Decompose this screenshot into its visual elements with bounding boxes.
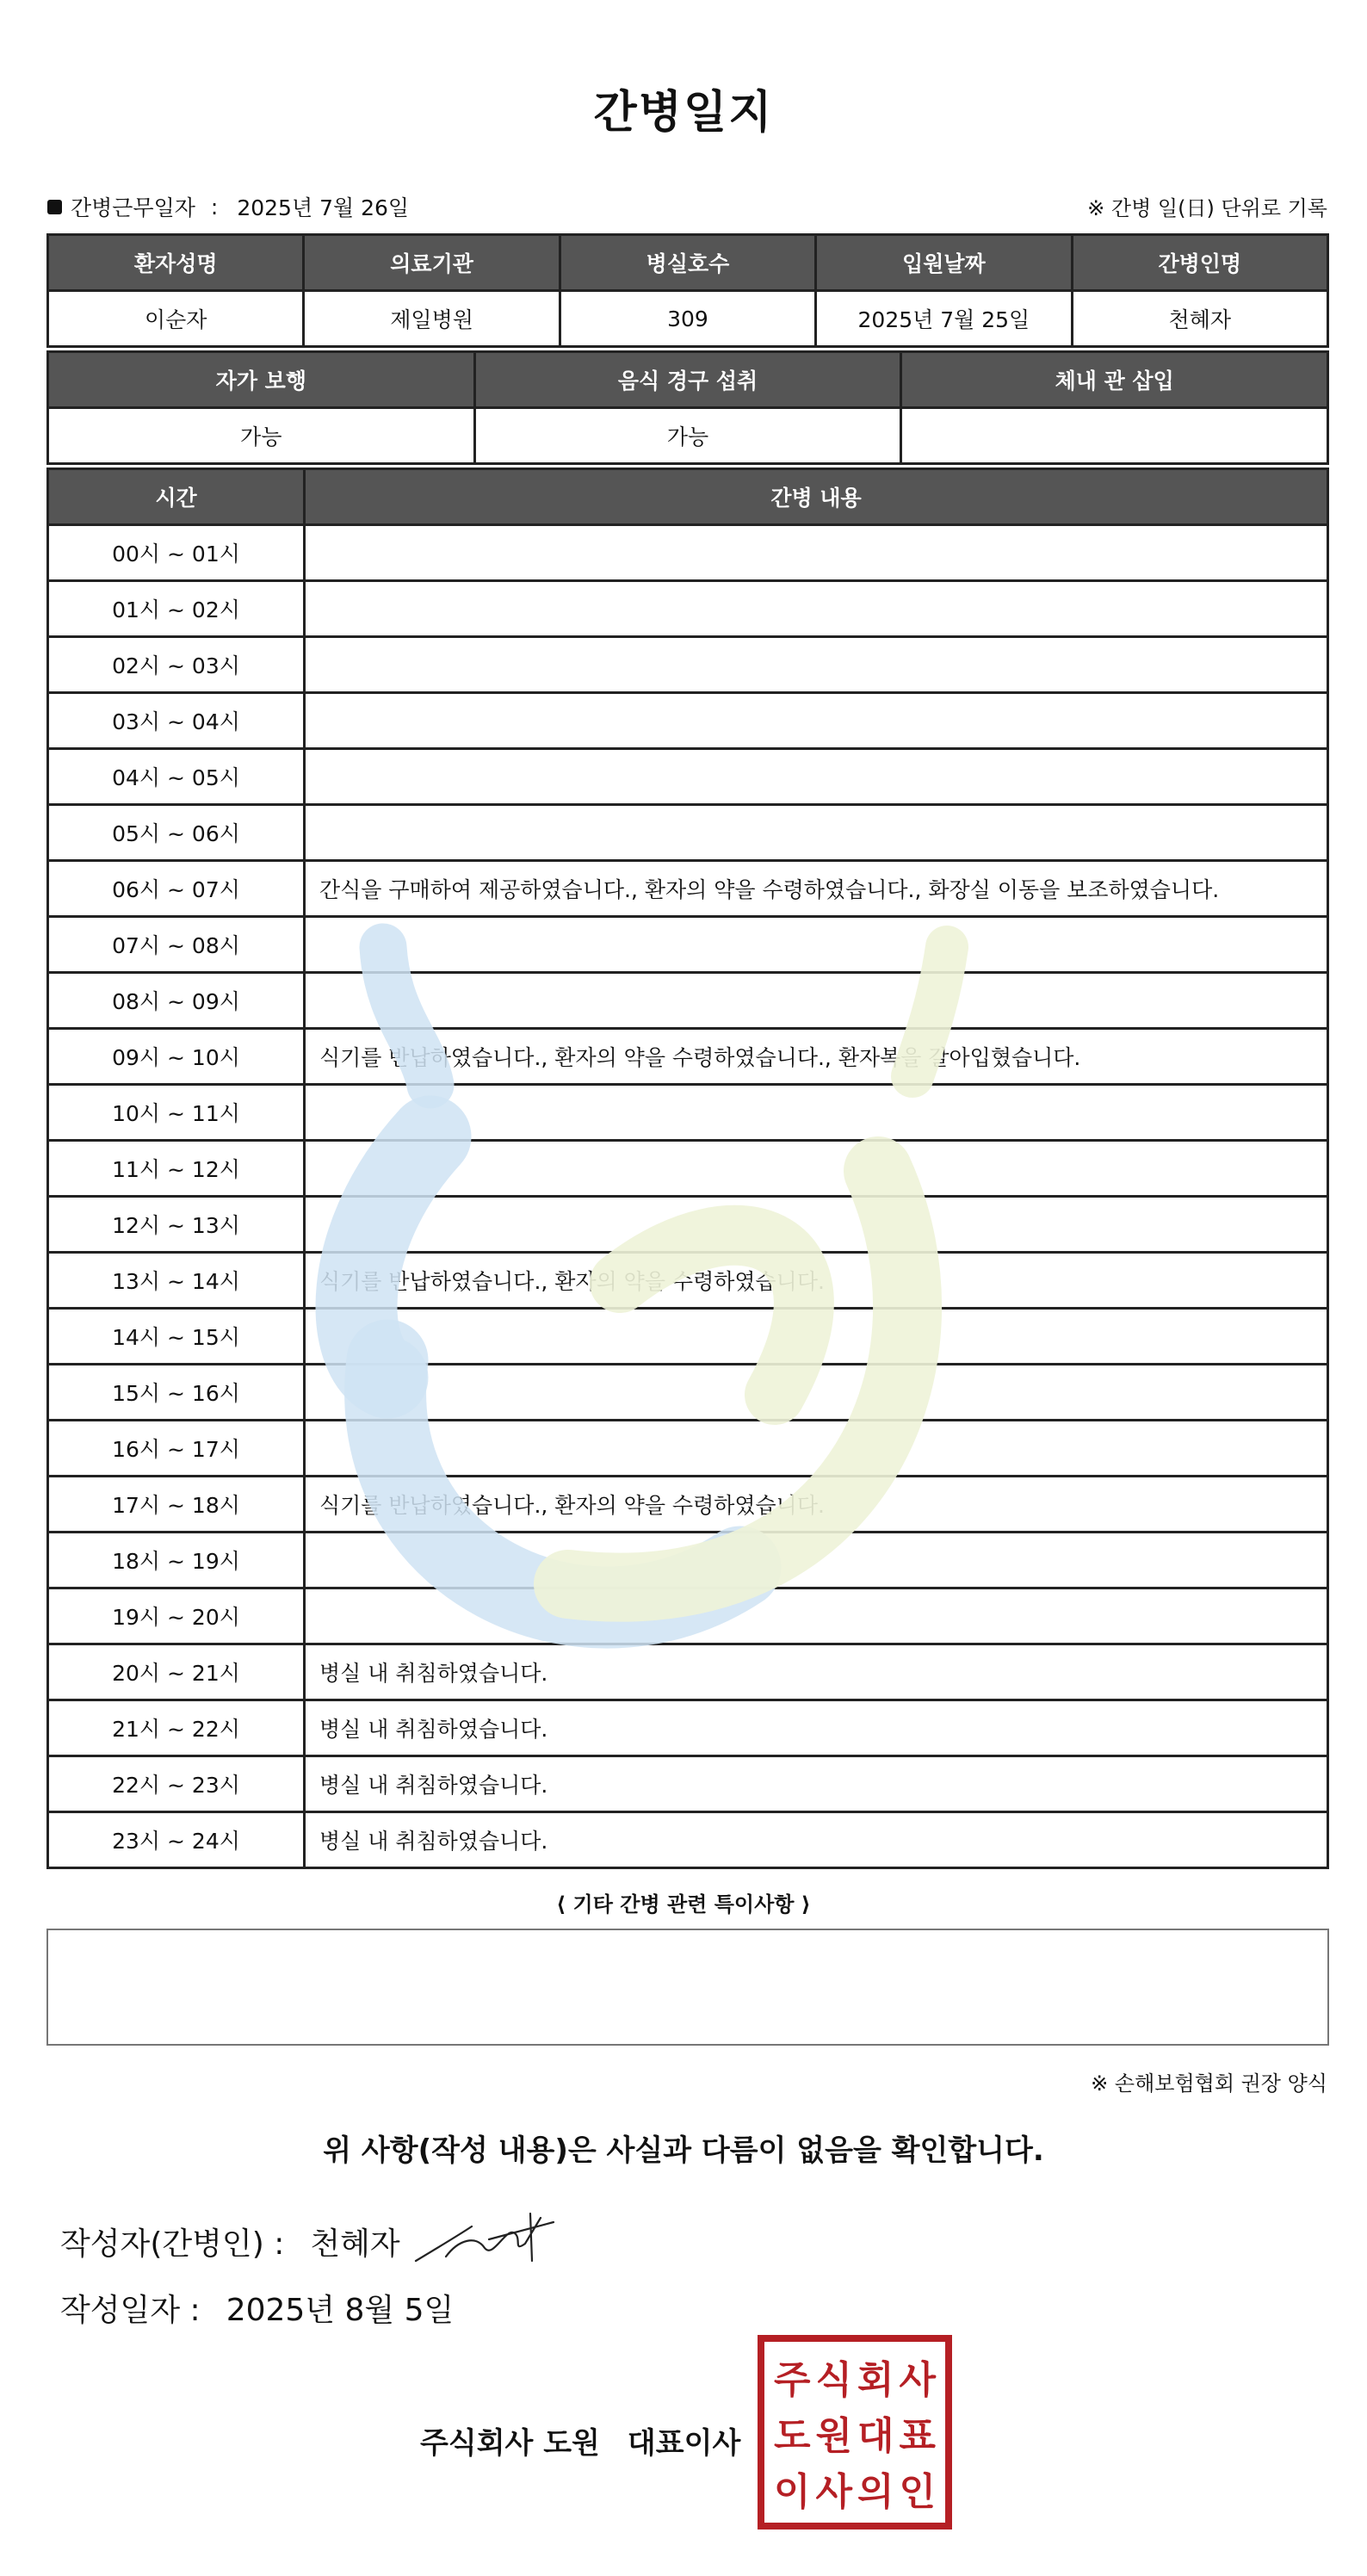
patient-ability-table: [46, 350, 1329, 465]
table-row: [48, 917, 1328, 973]
time-slot: 08시 ~ 09시: [48, 973, 305, 1029]
seal-glyph: 주: [773, 2358, 811, 2403]
seal-glyph: 이: [773, 2469, 811, 2514]
header-patient-name: 환자성명: [48, 235, 304, 291]
company-name: 주식회사 도원: [420, 2426, 600, 2461]
header-time: 시간: [48, 469, 305, 525]
header-care-content: 간병 내용: [305, 469, 1328, 525]
care-content: [305, 637, 1328, 693]
care-content: 병실 내 취침하였습니다.: [305, 1756, 1328, 1812]
time-slot: 04시 ~ 05시: [48, 749, 305, 805]
header-admission-date: 입원날짜: [816, 235, 1072, 291]
table-row: [48, 637, 1328, 693]
work-date: [47, 191, 409, 222]
table-row: [48, 1085, 1328, 1141]
time-slot: 22시 ~ 23시: [48, 1756, 305, 1812]
time-slot: 10시 ~ 11시: [48, 1085, 305, 1141]
care-content: [305, 581, 1328, 637]
time-slot: 15시 ~ 16시: [48, 1365, 305, 1421]
care-content: 식기를 반납하였습니다., 환자의 약을 수령하였습니다., 환자복을 갈아입혔습니다.: [305, 1029, 1328, 1085]
care-content: [305, 1085, 1328, 1141]
seal-glyph: 원: [815, 2413, 852, 2458]
care-content: [305, 917, 1328, 973]
table-row: [48, 693, 1328, 749]
table-row: [48, 973, 1328, 1029]
table-row: [48, 1197, 1328, 1253]
care-content: 식기를 반납하였습니다., 환자의 약을 수령하였습니다.: [305, 1253, 1328, 1309]
written-date-value: 2025년 8월 5일: [226, 2293, 455, 2328]
writer-label: 작성자(간병인) :: [60, 2226, 285, 2262]
time-slot: 02시 ~ 03시: [48, 637, 305, 693]
time-slot: 03시 ~ 04시: [48, 693, 305, 749]
table-row: [48, 805, 1328, 861]
care-content: [305, 1141, 1328, 1197]
room-number: 309: [560, 291, 815, 347]
care-content: [305, 973, 1328, 1029]
seal-glyph: 사: [899, 2358, 936, 2403]
table-row: [48, 1533, 1328, 1588]
signature-image: [411, 2209, 558, 2269]
care-content: 병실 내 취침하였습니다.: [305, 1812, 1328, 1868]
seal-glyph: 표: [899, 2413, 936, 2458]
care-content: [305, 1533, 1328, 1588]
header-caregiver: 간병인명: [1072, 235, 1327, 291]
table-row: [48, 525, 1328, 581]
company-title: 대표이사: [627, 2426, 741, 2461]
table-row: [48, 1756, 1328, 1812]
bullet-square-icon: [47, 200, 62, 214]
time-slot: 19시 ~ 20시: [48, 1588, 305, 1644]
seal-glyph: 의: [857, 2469, 894, 2514]
care-content: 식기를 반납하였습니다., 환자의 약을 수령하였습니다.: [305, 1477, 1328, 1533]
written-date-label: 작성일자 :: [60, 2293, 201, 2328]
self-walking: 가능: [48, 408, 475, 464]
seal-glyph: 대: [857, 2413, 894, 2458]
record-note: ※ 간병 일(日) 단위로 기록: [1087, 196, 1327, 220]
written-date-line: [60, 2286, 454, 2330]
care-content: 병실 내 취침하였습니다.: [305, 1700, 1328, 1756]
hospital: 제일병원: [304, 291, 560, 347]
time-slot: 00시 ~ 01시: [48, 525, 305, 581]
oral-intake: 가능: [474, 408, 901, 464]
seal-glyph: 회: [857, 2358, 894, 2403]
time-slot: 01시 ~ 02시: [48, 581, 305, 637]
work-date-label: 간병근무일자: [71, 195, 195, 220]
special-notes-box: [46, 1929, 1329, 2046]
time-slot: 21시 ~ 22시: [48, 1700, 305, 1756]
header-self-walking: 자가 보행: [48, 352, 475, 408]
seal-glyph: 도: [773, 2413, 811, 2458]
time-slot: 09시 ~ 10시: [48, 1029, 305, 1085]
care-content: 병실 내 취침하였습니다.: [305, 1644, 1328, 1700]
time-slot: 07시 ~ 08시: [48, 917, 305, 973]
work-date-separator: :: [210, 194, 219, 220]
seal-glyph: 인: [899, 2469, 936, 2514]
table-row: [48, 1700, 1328, 1756]
table-row: [48, 1644, 1328, 1700]
care-content: [305, 1197, 1328, 1253]
time-slot: 23시 ~ 24시: [48, 1812, 305, 1868]
special-notes-title: ⟨ 기타 간병 관련 특이사항 ⟩: [556, 1892, 811, 1917]
header-room: 병실호수: [560, 235, 815, 291]
writer-line: [60, 2220, 400, 2263]
care-content: [305, 749, 1328, 805]
time-slot: 18시 ~ 19시: [48, 1533, 305, 1588]
table-row: [48, 1812, 1328, 1868]
table-row: [48, 1477, 1328, 1533]
header-tube-insertion: 체내 관 삽입: [901, 352, 1328, 408]
care-content: [305, 805, 1328, 861]
association-note: ※ 손해보험협회 권장 양식: [1091, 2071, 1327, 2096]
care-content: [305, 525, 1328, 581]
time-slot: 16시 ~ 17시: [48, 1421, 305, 1477]
care-content: [305, 1309, 1328, 1365]
header-hospital: 의료기관: [304, 235, 560, 291]
time-slot: 12시 ~ 13시: [48, 1197, 305, 1253]
seal-glyph: 식: [815, 2358, 852, 2403]
time-slot: 05시 ~ 06시: [48, 805, 305, 861]
time-slot: 06시 ~ 07시: [48, 861, 305, 917]
time-slot: 14시 ~ 15시: [48, 1309, 305, 1365]
company-seal-stamp: [758, 2335, 952, 2530]
table-row: [48, 1365, 1328, 1421]
caregiver-name: 천혜자: [1072, 291, 1327, 347]
table-row: [48, 581, 1328, 637]
company-line: [420, 2419, 740, 2461]
table-row: [48, 1588, 1328, 1644]
table-row: [48, 861, 1328, 917]
time-slot: 20시 ~ 21시: [48, 1644, 305, 1700]
table-row: [48, 1253, 1328, 1309]
table-row: [48, 1141, 1328, 1197]
admission-date: 2025년 7월 25일: [816, 291, 1072, 347]
patient-info-table: [46, 233, 1329, 348]
time-slot: 13시 ~ 14시: [48, 1253, 305, 1309]
writer-name: 천혜자: [310, 2226, 400, 2262]
seal-glyph: 사: [815, 2469, 852, 2514]
care-content: [305, 693, 1328, 749]
care-content: [305, 1421, 1328, 1477]
table-row: [48, 1029, 1328, 1085]
care-log-table: [46, 468, 1329, 1869]
confirmation-statement: 위 사항(작성 내용)은 사실과 다름이 없음을 확인합니다.: [323, 2133, 1044, 2168]
header-oral-intake: 음식 경구 섭취: [474, 352, 901, 408]
table-row: [48, 1309, 1328, 1365]
work-date-value: 2025년 7월 26일: [237, 195, 410, 220]
table-row: [48, 1421, 1328, 1477]
time-slot: 11시 ~ 12시: [48, 1141, 305, 1197]
care-content: [305, 1588, 1328, 1644]
time-slot: 17시 ~ 18시: [48, 1477, 305, 1533]
care-content: 간식을 구매하여 제공하였습니다., 환자의 약을 수령하였습니다., 화장실 이동을 보조하였습니다.: [305, 861, 1328, 917]
page-title: 간병일지: [593, 87, 774, 139]
table-row: [48, 749, 1328, 805]
patient-name: 이순자: [48, 291, 304, 347]
tube-insertion: [901, 408, 1328, 464]
care-content: [305, 1365, 1328, 1421]
